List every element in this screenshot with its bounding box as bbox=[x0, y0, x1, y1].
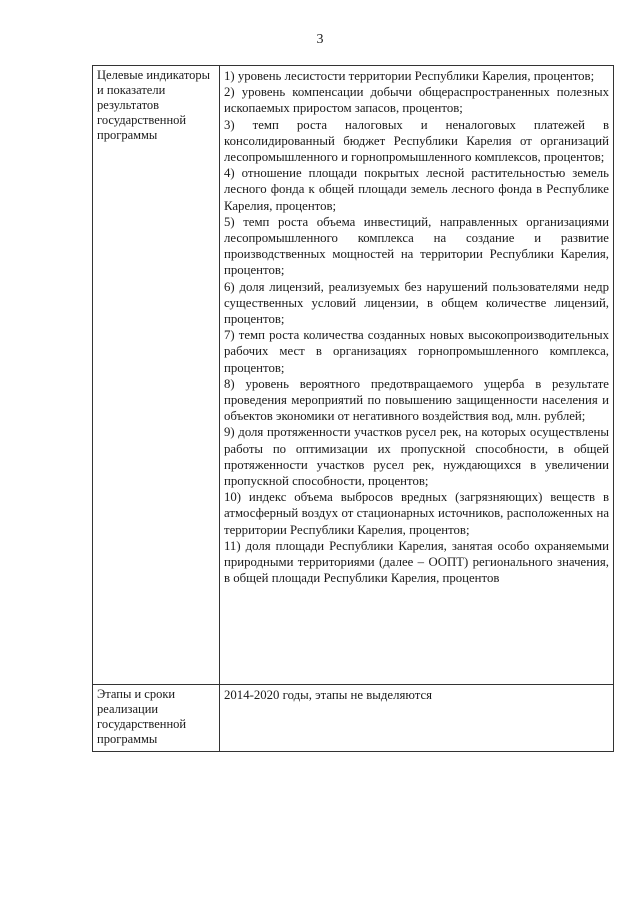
indicator-item-9: 9) доля протяженности участков русел рек, на которых осуществлены работы по оптимизации их пропускной способности, в общей протяженности участков русел рек, нуждающихся в увеличении пропускной способности, процентов; bbox=[224, 425, 609, 489]
row-label-indicators: Целевые индикаторы и показатели результатов государственной программы bbox=[93, 66, 220, 685]
indicator-item-4: 4) отношение площади покрытых лесной растительностью земель лесного фонда к общей площади земель лесного фонда в Республике Карелия, процентов; bbox=[224, 166, 609, 213]
indicator-item-3: 3) темп роста налоговых и неналоговых платежей в консолидированный бюджет Республики Карелия от организаций лесопромышленного и горнопромышленного комплексов, процентов; bbox=[224, 117, 609, 165]
indicator-item-8: 8) уровень вероятного предотвращаемого ущерба в результате проведения мероприятий по повышению защищенности населения и объектов экономики от негативного воздействия вод, млн. рублей; bbox=[224, 376, 609, 424]
page-number: 3 bbox=[316, 32, 324, 47]
row-label-stages: Этапы и сроки реализации государственной программы bbox=[93, 685, 220, 752]
indicator-item-7: 7) темп роста количества созданных новых высокопроизводительных рабочих мест в организациях горнопромышленного комплекса, процентов; bbox=[224, 328, 609, 375]
indicator-item-11: 11) доля площади Республики Карелия, занятая особо охраняемыми природными территориями (далее – ООПТ) регионального значения, в общей площади Республики Карелия, процентов bbox=[224, 538, 609, 586]
indicator-item-10: 10) индекс объема выбросов вредных (загрязняющих) веществ в атмосферный воздух от стационарных источников, расположенных на территории Республики Карелия, процентов; bbox=[224, 490, 609, 537]
indicator-item-6: 6) доля лицензий, реализуемых без нарушений пользователями недр существенных условий лицензии, в общем количестве лицензий, процентов; bbox=[224, 279, 609, 327]
table-row-indicators bbox=[93, 66, 614, 685]
indicator-item-5: 5) темп роста объема инвестиций, направленных организациями лесопромышленного комплекса на создание и развитие производственных мощностей на территории Республики Карелия, процентов; bbox=[224, 214, 609, 278]
indicators-list bbox=[220, 66, 614, 685]
indicator-item-1: 1) уровень лесистости территории Республики Карелия, процентов; bbox=[224, 69, 595, 83]
indicator-item-2: 2) уровень компенсации добычи общераспространенных полезных ископаемых приростом запасов, процентов; bbox=[224, 85, 609, 116]
table-row-stages bbox=[93, 685, 614, 752]
program-passport-table bbox=[92, 65, 614, 752]
stages-value: 2014-2020 годы, этапы не выделяются bbox=[220, 685, 614, 752]
